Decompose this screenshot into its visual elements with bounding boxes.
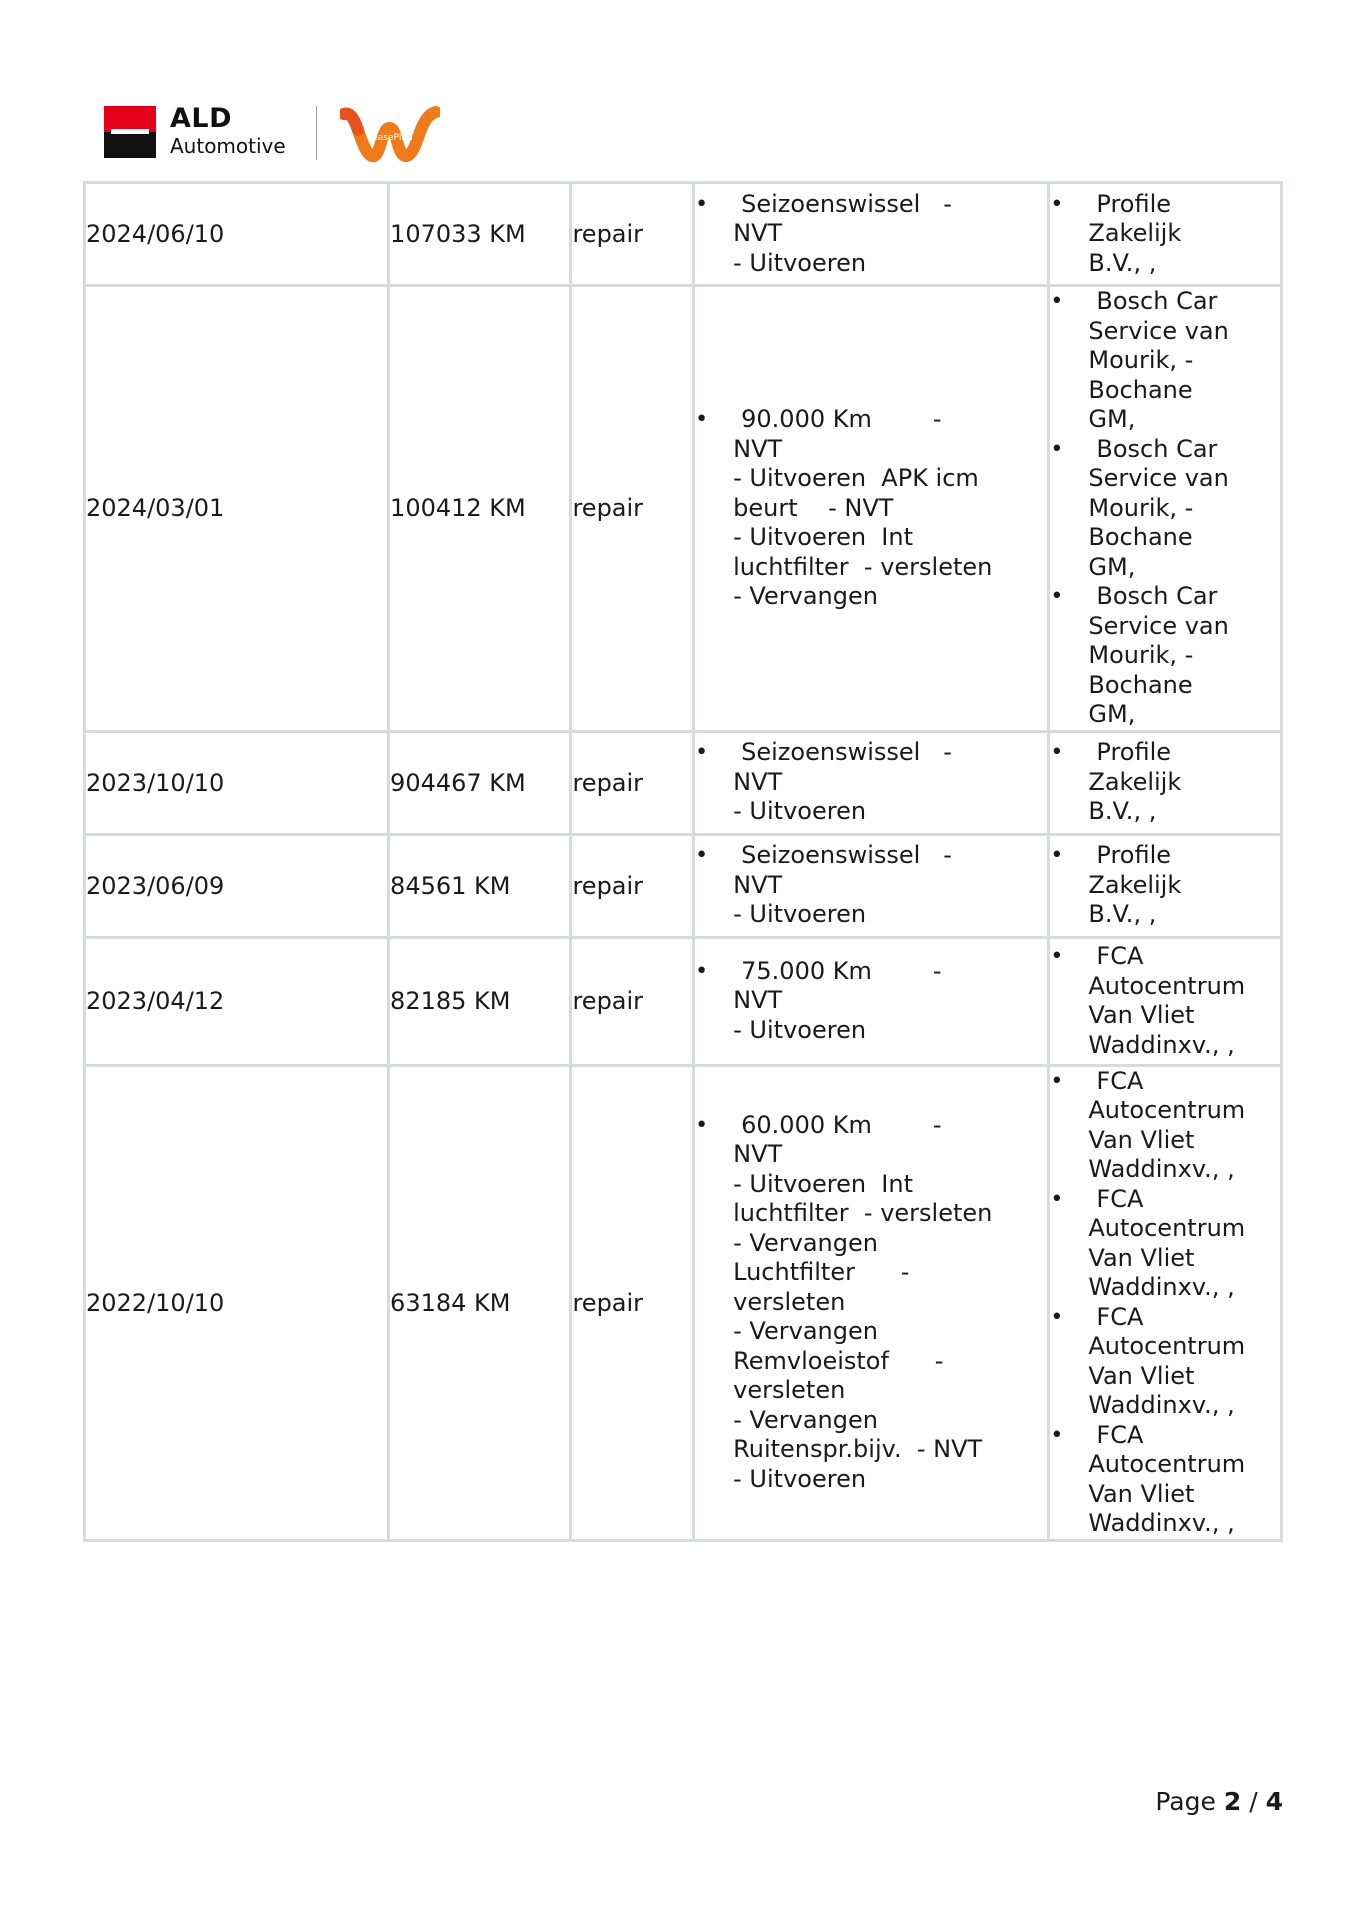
list-item-line: - Uitvoeren [733,797,867,826]
list-item [695,841,1047,930]
page-word: Page [1155,1787,1216,1816]
ald-logo-mark [104,106,156,158]
cell-provider [1049,286,1282,732]
list-item-line: versleten [733,1287,846,1316]
list-item-line: Bochane [1088,523,1193,551]
cell-date: 2024/06/10 [85,183,389,286]
list-item-line: Waddinxv., , [1088,1509,1235,1537]
list-item [1050,582,1280,730]
table-row [85,286,1282,732]
cell-mileage: 107033 KM [389,183,571,286]
list-item-line: Bochane [1088,670,1193,699]
list-item-line: GM, [1088,552,1136,581]
list-item-line: Autocentrum [1088,1332,1246,1360]
cell-description [694,834,1049,937]
list-item-line: NVT [733,870,783,899]
list-item-line: B.V., , [1088,900,1157,929]
list-item [695,405,1047,612]
cell-type: repair [571,731,694,834]
cell-date: 2024/03/01 [85,286,389,732]
list-item-line: Zakelijk [1088,767,1182,796]
page-number [1155,1787,1283,1816]
cell-mileage: 82185 KM [389,937,571,1065]
page-separator: / [1249,1787,1258,1816]
list-item-line: • FCA [1096,1302,1144,1331]
list-item-line: • FCA [1096,1420,1144,1449]
table-row [85,731,1282,834]
cell-description [694,1065,1049,1540]
list-item [1050,1421,1280,1539]
table-row [85,937,1282,1065]
leaseplan-logo [340,104,440,164]
list-item-line: • FCA [1096,1066,1144,1095]
logo-divider [316,106,317,160]
list-item [1050,1303,1280,1421]
list-item-line: Autocentrum [1088,1214,1246,1242]
maintenance-history-table [83,181,1283,1542]
cell-provider-list [1050,738,1280,827]
total-pages: 4 [1265,1787,1283,1816]
current-page: 2 [1223,1787,1242,1816]
ald-logo-subtitle: Automotive [170,134,286,158]
cell-type: repair [571,937,694,1065]
list-item [695,1111,1047,1495]
list-item-line: Ruitenspr.bijv. - NVT [733,1435,983,1464]
list-item-line: Autocentrum [1088,971,1246,1000]
list-item-line: Van Vliet [1088,1125,1195,1154]
list-item-line: Bochane [1088,375,1193,404]
cell-provider-list [1050,1067,1280,1539]
list-item [1050,942,1280,1060]
list-item-line: - Uitvoeren APK icm [733,464,979,492]
cell-description [694,731,1049,834]
list-item-line: - Uitvoeren [733,248,867,277]
list-item-line: • FCA [1096,942,1144,970]
cell-mileage: 904467 KM [389,731,571,834]
list-item-line: GM, [1088,405,1136,433]
list-item-line: Van Vliet [1088,1243,1195,1272]
cell-provider-list [1050,942,1280,1060]
list-item-line: Waddinxv., , [1088,1391,1235,1419]
list-item-line: • Profile [1096,738,1172,767]
list-item-line: - Vervangen [733,1405,878,1434]
list-item-line: • 60.000 Km - [741,1110,942,1139]
list-item-line: Service van [1088,316,1229,345]
cell-description-list [695,1111,1047,1495]
list-item [1050,738,1280,827]
list-item-line: - Vervangen [733,1228,878,1257]
list-item-line: NVT [733,767,783,796]
list-item [1050,190,1280,279]
list-item-line: Mourik, - [1088,641,1194,669]
list-item-line: • FCA [1096,1184,1144,1213]
cell-date: 2023/06/09 [85,834,389,937]
list-item-line: GM, [1088,700,1136,728]
list-item-line: Luchtfilter - [733,1258,910,1287]
list-item-line: versleten [733,1376,846,1405]
leaseplan-logo-text: LeasePlan [367,133,413,143]
list-item-line: - Uitvoeren [733,1015,867,1044]
list-item [1050,841,1280,930]
list-item-line: Zakelijk [1088,219,1182,248]
list-item-line: - Vervangen [733,1317,878,1346]
cell-type: repair [571,834,694,937]
list-item-line: Van Vliet [1088,1479,1195,1508]
list-item-line: • Seizoenswissel - [741,189,952,218]
cell-provider [1049,731,1282,834]
cell-provider-list [1050,190,1280,279]
list-item-line: NVT [733,986,783,1015]
list-item-line: NVT [733,219,783,248]
cell-date: 2023/04/12 [85,937,389,1065]
list-item-line: B.V., , [1088,248,1157,277]
cell-type: repair [571,183,694,286]
list-item-line: - Vervangen [733,582,878,610]
cell-type: repair [571,1065,694,1540]
list-item-line: • Profile [1096,189,1172,218]
ald-logo-text [170,104,286,158]
cell-description-list [695,190,1047,279]
cell-mileage: 84561 KM [389,834,571,937]
table-row [85,834,1282,937]
list-item-line: beurt - NVT [733,493,894,522]
cell-provider [1049,937,1282,1065]
cell-provider [1049,183,1282,286]
cell-description [694,183,1049,286]
list-item-line: Autocentrum [1088,1096,1246,1124]
cell-description-list [695,738,1047,827]
list-item-line: luchtfilter - versleten [733,552,993,581]
cell-provider-list [1050,287,1280,730]
list-item-line: luchtfilter - versleten [733,1199,993,1228]
list-item-line: NVT [733,434,783,463]
table-row [85,1065,1282,1540]
cell-description-list [695,405,1047,612]
list-item-line: • Seizoenswissel - [741,841,952,870]
list-item [1050,1185,1280,1303]
cell-mileage: 63184 KM [389,1065,571,1540]
list-item-line: B.V., , [1088,797,1157,826]
list-item [1050,1067,1280,1185]
list-item [695,738,1047,827]
cell-description-list [695,841,1047,930]
list-item [1050,435,1280,583]
list-item-line: • Bosch Car [1096,287,1218,315]
cell-date: 2023/10/10 [85,731,389,834]
list-item-line: Service van [1088,464,1229,492]
list-item-line: • Bosch Car [1096,434,1218,463]
list-item-line: NVT [733,1140,783,1169]
list-item-line: Zakelijk [1088,870,1182,899]
list-item-line: - Uitvoeren Int [733,523,913,551]
list-item [695,957,1047,1046]
table-row [85,183,1282,286]
cell-type: repair [571,286,694,732]
cell-description [694,286,1049,732]
cell-provider [1049,834,1282,937]
cell-mileage: 100412 KM [389,286,571,732]
list-item-line: Waddinxv., , [1088,1273,1235,1301]
list-item-line: Mourik, - [1088,493,1194,522]
list-item-line: Waddinxv., , [1088,1030,1235,1059]
list-item-line: • 75.000 Km - [741,956,942,985]
cell-provider-list [1050,841,1280,930]
ald-logo-name: ALD [170,103,233,134]
list-item-line: Mourik, - [1088,346,1194,374]
cell-description [694,937,1049,1065]
list-item-line: Service van [1088,611,1229,640]
list-item-line: Van Vliet [1088,1361,1195,1390]
list-item-line: Autocentrum [1088,1450,1246,1478]
list-item-line: - Uitvoeren [733,900,867,929]
list-item-line: - Uitvoeren Int [733,1169,913,1198]
list-item-line: Van Vliet [1088,1001,1195,1029]
list-item-line: Waddinxv., , [1088,1155,1235,1183]
list-item [695,190,1047,279]
list-item-line: • Bosch Car [1096,582,1218,610]
cell-provider [1049,1065,1282,1540]
page-header [104,104,464,164]
list-item-line: Remvloeistof - [733,1346,944,1375]
list-item-line: - Uitvoeren [733,1464,867,1493]
list-item-line: • 90.000 Km - [741,405,942,433]
list-item-line: • Seizoenswissel - [741,738,952,767]
list-item [1050,287,1280,435]
cell-date: 2022/10/10 [85,1065,389,1540]
cell-description-list [695,957,1047,1046]
list-item-line: • Profile [1096,841,1172,870]
